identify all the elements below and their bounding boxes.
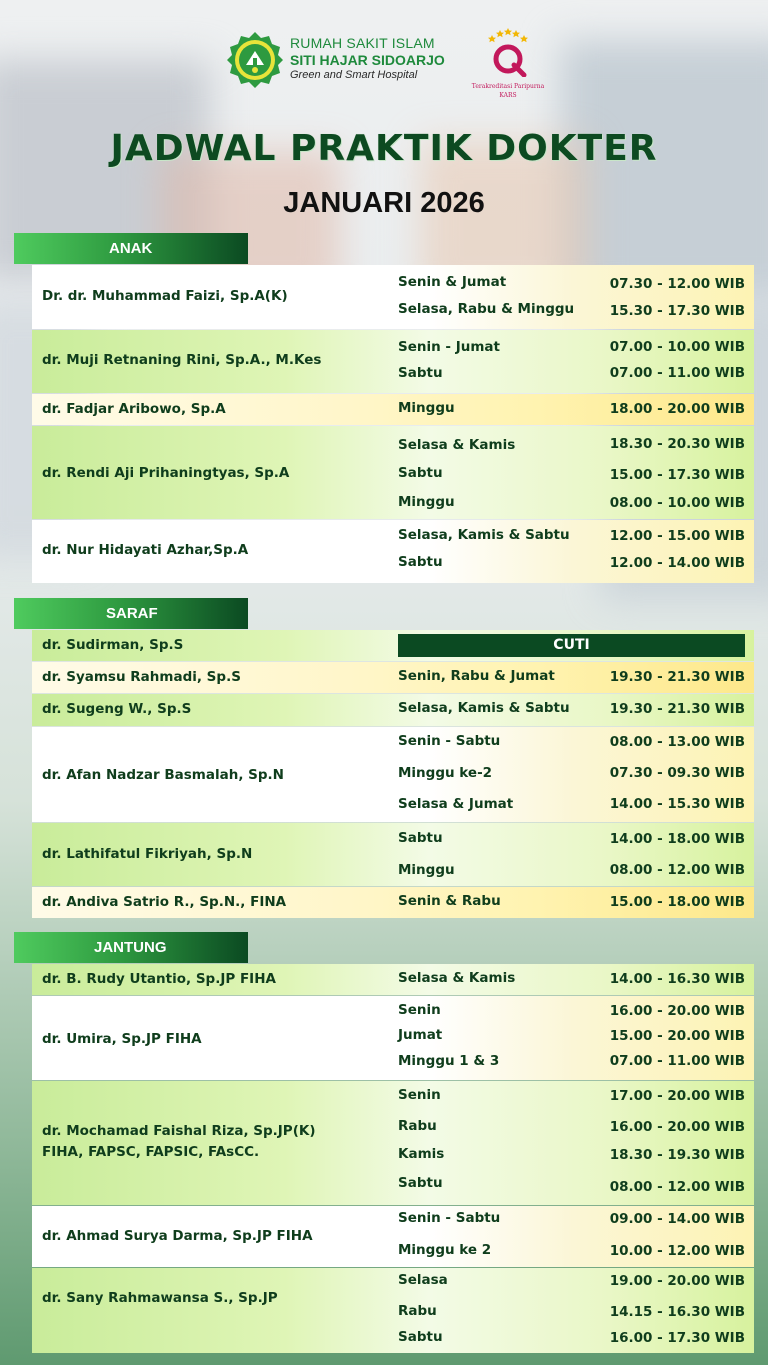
schedule-time: 12.00 - 15.00 WIB xyxy=(609,528,745,544)
schedule-day: Sabtu xyxy=(398,830,443,846)
doctor-name: dr. Ahmad Surya Darma, Sp.JP FIHA xyxy=(42,1228,313,1244)
schedule-day: Minggu ke-2 xyxy=(398,765,493,781)
schedule-time: 14.00 - 15.30 WIB xyxy=(609,796,745,812)
section-label: SARAF xyxy=(106,605,158,622)
schedule-day: Minggu xyxy=(398,494,455,510)
table-row xyxy=(32,694,754,726)
section-jantung-header xyxy=(14,932,248,963)
doctor-name: dr. Syamsu Rahmadi, Sp.S xyxy=(42,669,241,685)
schedule-time: 15.00 - 17.30 WIB xyxy=(609,467,745,483)
kars-accreditation-icon xyxy=(486,27,530,77)
schedule-time: 14.00 - 18.00 WIB xyxy=(609,831,745,847)
doctor-name: dr. Sugeng W., Sp.S xyxy=(42,701,192,717)
schedule-time: 19.00 - 20.00 WIB xyxy=(609,1273,745,1289)
schedule-day: Selasa & Jumat xyxy=(398,796,514,812)
doctor-name: dr. Rendi Aji Prihaningtyas, Sp.A xyxy=(42,465,290,481)
doctor-name: dr. Sany Rahmawansa S., Sp.JP xyxy=(42,1290,278,1306)
schedule-time: 14.15 - 16.30 WIB xyxy=(609,1304,745,1320)
schedule-time: 18.30 - 19.30 WIB xyxy=(609,1147,745,1163)
schedule-time: 16.00 - 20.00 WIB xyxy=(609,1003,745,1019)
doctor-name: dr. Lathifatul Fikriyah, Sp.N xyxy=(42,846,253,862)
schedule-time: 15.30 - 17.30 WIB xyxy=(609,303,745,319)
table-row xyxy=(32,996,754,1080)
schedule-time: 08.00 - 12.00 WIB xyxy=(609,862,745,878)
doctor-name: dr. Muji Retnaning Rini, Sp.A., M.Kes xyxy=(42,352,322,368)
schedule-time: 18.30 - 20.30 WIB xyxy=(609,436,745,452)
schedule-day: Senin - Sabtu xyxy=(398,1210,501,1226)
doctor-name: dr. B. Rudy Utantio, Sp.JP FIHA xyxy=(42,971,276,987)
schedule-day: Minggu xyxy=(398,400,455,416)
schedule-time: 15.00 - 20.00 WIB xyxy=(609,1028,745,1044)
table-row xyxy=(32,520,754,583)
hospital-logo-icon xyxy=(226,31,284,89)
section-saraf-header xyxy=(14,598,248,629)
table-row xyxy=(32,1268,754,1353)
table-row xyxy=(32,394,754,425)
schedule-day: Minggu xyxy=(398,862,455,878)
schedule-time: 07.30 - 09.30 WIB xyxy=(609,765,745,781)
schedule-time: 14.00 - 16.30 WIB xyxy=(609,971,745,987)
schedule-day: Rabu xyxy=(398,1303,437,1319)
schedule-day: Senin, Rabu & Jumat xyxy=(398,668,555,684)
schedule-day: Selasa & Kamis xyxy=(398,437,516,453)
table-row xyxy=(32,727,754,822)
table-row xyxy=(32,1081,754,1205)
section-label: ANAK xyxy=(109,240,153,257)
schedule-day: Selasa, Rabu & Minggu xyxy=(398,301,575,317)
schedule-day: Senin & Jumat xyxy=(398,274,507,290)
cuti-badge: CUTI xyxy=(398,634,745,657)
page-subtitle: JANUARI 2026 xyxy=(283,187,485,219)
doctor-name: dr. Umira, Sp.JP FIHA xyxy=(42,1031,202,1047)
page-title: JADWAL PRAKTIK DOKTER xyxy=(110,128,658,169)
table-row xyxy=(32,630,754,661)
schedule-time: 08.00 - 13.00 WIB xyxy=(609,734,745,750)
table-row xyxy=(32,823,754,886)
schedule-day: Senin - Jumat xyxy=(398,339,500,355)
doctor-credentials: FIHA, FAPSC, FAPSIC, FAsCC. xyxy=(42,1144,260,1160)
doctor-name: dr. Nur Hidayati Azhar,Sp.A xyxy=(42,542,249,558)
schedule-day: Selasa, Kamis & Sabtu xyxy=(398,700,570,716)
doctor-name: dr. Sudirman, Sp.S xyxy=(42,637,184,653)
hospital-name-line1: RUMAH SAKIT ISLAM xyxy=(290,35,435,51)
schedule-time: 19.30 - 21.30 WIB xyxy=(609,701,745,717)
table-row xyxy=(32,662,754,693)
table-row xyxy=(32,887,754,918)
schedule-day: Selasa & Kamis xyxy=(398,970,516,986)
schedule-time: 16.00 - 20.00 WIB xyxy=(609,1119,745,1135)
schedule-time: 19.30 - 21.30 WIB xyxy=(609,669,745,685)
schedule-time: 15.00 - 18.00 WIB xyxy=(609,894,745,910)
schedule-time: 18.00 - 20.00 WIB xyxy=(609,401,745,417)
schedule-day: Jumat xyxy=(398,1027,443,1043)
hospital-name xyxy=(290,36,445,81)
hospital-tagline: Green and Smart Hospital xyxy=(290,69,418,81)
schedule-time: 07.00 - 10.00 WIB xyxy=(609,339,745,355)
table-row xyxy=(32,1206,754,1267)
schedule-day: Senin & Rabu xyxy=(398,893,501,909)
schedule-day: Minggu 1 & 3 xyxy=(398,1053,500,1069)
schedule-day: Selasa, Kamis & Sabtu xyxy=(398,527,570,543)
accreditation-badge xyxy=(470,27,546,100)
schedule-day: Selasa xyxy=(398,1272,448,1288)
accreditation-text: Terakreditasi Paripurna xyxy=(471,83,545,90)
schedule-day: Sabtu xyxy=(398,1175,443,1191)
table-row xyxy=(32,426,754,519)
doctor-name: dr. Fadjar Aribowo, Sp.A xyxy=(42,401,226,417)
schedule-time: 08.00 - 10.00 WIB xyxy=(609,495,745,511)
schedule-day: Sabtu xyxy=(398,554,443,570)
schedule-time: 09.00 - 14.00 WIB xyxy=(609,1211,745,1227)
schedule-time: 10.00 - 12.00 WIB xyxy=(609,1243,745,1259)
accreditation-kars: KARS xyxy=(499,92,517,100)
schedule-day: Senin xyxy=(398,1087,441,1103)
table-row xyxy=(32,265,754,329)
schedule-day: Sabtu xyxy=(398,365,443,381)
schedule-day: Sabtu xyxy=(398,1329,443,1345)
schedule-day: Sabtu xyxy=(398,465,443,481)
hospital-name-line2: SITI HAJAR SIDOARJO xyxy=(290,52,445,68)
schedule-time: 16.00 - 17.30 WIB xyxy=(609,1330,745,1346)
schedule-time: 07.00 - 11.00 WIB xyxy=(609,365,745,381)
doctor-name: dr. Andiva Satrio R., Sp.N., FINA xyxy=(42,894,287,910)
doctor-name: dr. Mochamad Faishal Riza, Sp.JP(K) xyxy=(42,1123,316,1139)
table-row xyxy=(32,964,754,995)
schedule-time: 17.00 - 20.00 WIB xyxy=(609,1088,745,1104)
schedule-time: 12.00 - 14.00 WIB xyxy=(609,555,745,571)
schedule-day: Rabu xyxy=(398,1118,437,1134)
schedule-day: Minggu ke 2 xyxy=(398,1242,492,1258)
section-label: JANTUNG xyxy=(94,939,167,956)
schedule-time: 08.00 - 12.00 WIB xyxy=(609,1179,745,1195)
doctor-name: Dr. dr. Muhammad Faizi, Sp.A(K) xyxy=(42,288,288,304)
schedule-day: Kamis xyxy=(398,1146,445,1162)
schedule-time: 07.00 - 11.00 WIB xyxy=(609,1053,745,1069)
header xyxy=(0,0,768,230)
table-row xyxy=(32,330,754,393)
schedule-day: Senin - Sabtu xyxy=(398,733,501,749)
schedule-day: Senin xyxy=(398,1002,441,1018)
section-anak-header xyxy=(14,233,248,264)
doctor-name: dr. Afan Nadzar Basmalah, Sp.N xyxy=(42,767,284,783)
schedule-time: 07.30 - 12.00 WIB xyxy=(609,276,745,292)
